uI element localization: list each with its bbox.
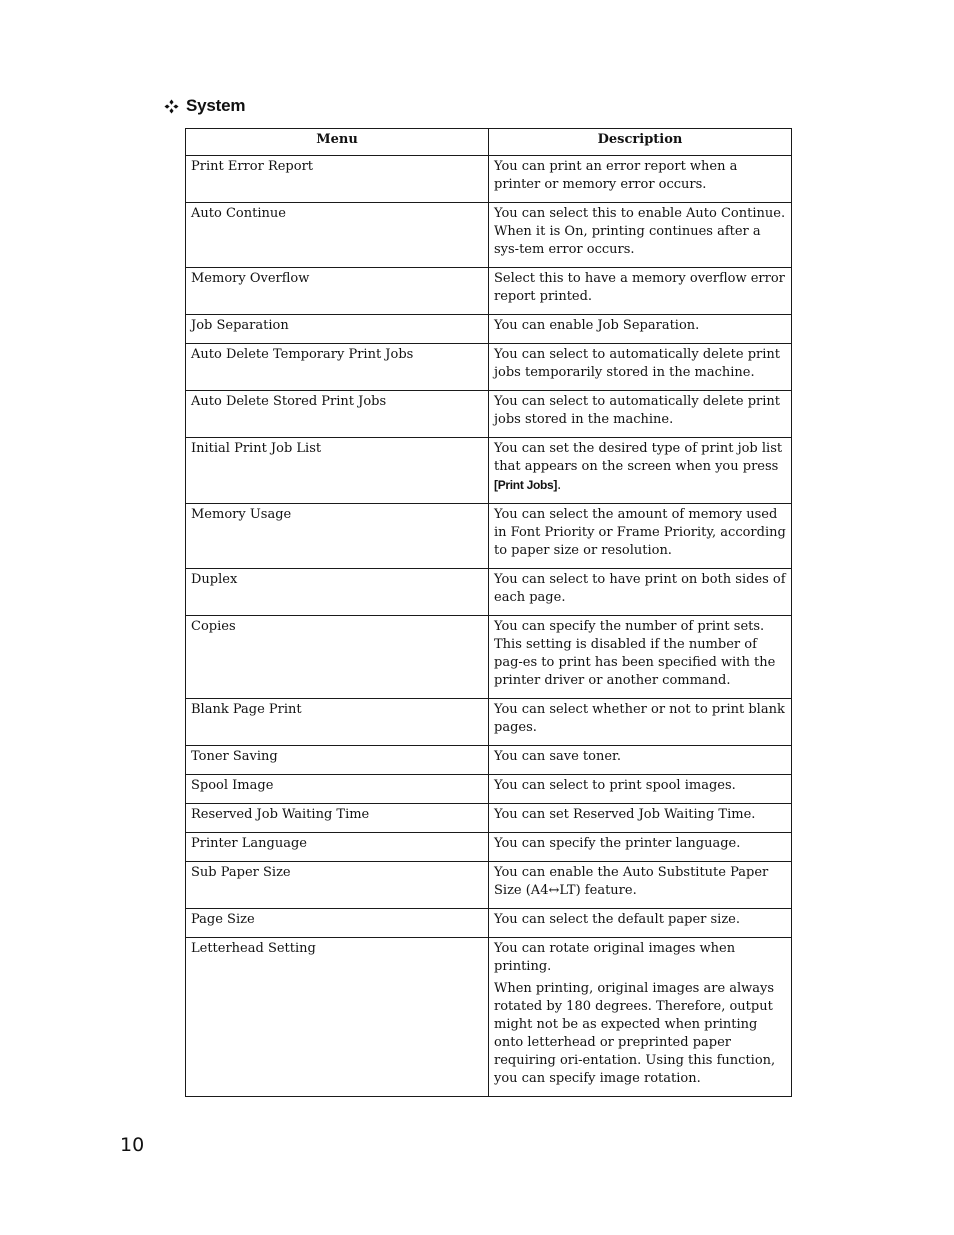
menu-cell: Blank Page Print (186, 699, 489, 746)
description-paragraph (494, 618, 786, 690)
table-row (186, 746, 792, 775)
description-cell (489, 391, 792, 438)
description-text: You can select to print spool images. (494, 778, 736, 793)
description-paragraph (494, 835, 786, 853)
system-menu-table (185, 128, 792, 1097)
table-row (186, 315, 792, 344)
description-cell (489, 438, 792, 504)
table-row (186, 938, 792, 1097)
description-cell (489, 504, 792, 569)
description-cell (489, 746, 792, 775)
menu-column-header: Menu (186, 129, 489, 156)
description-text: You can save toner. (494, 749, 621, 764)
menu-cell: Memory Usage (186, 504, 489, 569)
description-cell (489, 804, 792, 833)
menu-cell: Auto Continue (186, 203, 489, 268)
description-text: You can set the desired type of print job list that appears on the screen when you press (494, 441, 783, 474)
description-cell (489, 616, 792, 699)
description-text: You can select to automatically delete print jobs stored in the machine. (494, 394, 781, 427)
table-row (186, 909, 792, 938)
description-text: You can set Reserved Job Waiting Time. (494, 807, 756, 822)
menu-cell: Memory Overflow (186, 268, 489, 315)
description-cell (489, 315, 792, 344)
page-number: 10 (120, 1134, 145, 1156)
table-row (186, 616, 792, 699)
description-cell (489, 699, 792, 746)
table-row (186, 804, 792, 833)
print-jobs-key-label: [Print Jobs] (494, 478, 558, 492)
description-text: You can select the amount of memory used in Font Priority or Frame Priority, according to paper size or resolution. (494, 507, 786, 558)
description-paragraph (494, 571, 786, 607)
table-header-row (186, 129, 792, 156)
description-paragraph (494, 440, 786, 495)
section-title: System (186, 96, 246, 115)
description-text: You can specify the printer language. (494, 836, 741, 851)
table-body (186, 156, 792, 1097)
menu-cell: Page Size (186, 909, 489, 938)
four-diamond-bullet-icon (164, 99, 179, 114)
table-row (186, 156, 792, 203)
table-row (186, 203, 792, 268)
table-row (186, 862, 792, 909)
menu-cell: Duplex (186, 569, 489, 616)
menu-cell: Copies (186, 616, 489, 699)
description-text: You can select this to enable Auto Continue. When it is On, printing continues after a sys-tem error occurs. (494, 206, 786, 257)
menu-cell: Auto Delete Stored Print Jobs (186, 391, 489, 438)
table-row (186, 268, 792, 315)
menu-cell: Letterhead Setting (186, 938, 489, 1097)
description-cell (489, 569, 792, 616)
description-cell (489, 938, 792, 1097)
description-paragraph (494, 205, 786, 259)
description-cell (489, 833, 792, 862)
table-row (186, 569, 792, 616)
description-paragraph (494, 393, 786, 429)
description-paragraph (494, 911, 786, 929)
description-cell (489, 775, 792, 804)
description-text: When printing, original images are always rotated by 180 degrees. Therefore, output might not be as expected when printing onto letterhead or preprinted paper requiring ori-entation. Using this function, you can specify image rotation. (494, 981, 776, 1086)
table-row (186, 344, 792, 391)
description-paragraph (494, 980, 786, 1088)
description-text: Select this to have a memory overflow error report printed. (494, 271, 785, 304)
description-paragraph (494, 701, 786, 737)
description-cell (489, 344, 792, 391)
menu-cell: Print Error Report (186, 156, 489, 203)
table-row (186, 504, 792, 569)
description-text: You can enable Job Separation. (494, 318, 700, 333)
description-paragraph (494, 270, 786, 306)
description-paragraph (494, 158, 786, 194)
description-text: You can rotate original images when printing. (494, 941, 736, 974)
menu-cell: Auto Delete Temporary Print Jobs (186, 344, 489, 391)
menu-cell: Spool Image (186, 775, 489, 804)
description-cell (489, 862, 792, 909)
menu-cell: Sub Paper Size (186, 862, 489, 909)
description-cell (489, 203, 792, 268)
description-text: You can specify the number of print sets. This setting is disabled if the number of pag-es to print has been specified with the printer driver or another command. (494, 619, 776, 688)
description-text: You can select to automatically delete print jobs temporarily stored in the machine. (494, 347, 781, 380)
menu-cell: Reserved Job Waiting Time (186, 804, 489, 833)
table-row (186, 391, 792, 438)
description-paragraph (494, 864, 786, 900)
description-paragraph (494, 777, 786, 795)
description-paragraph (494, 506, 786, 560)
description-cell (489, 909, 792, 938)
table-row (186, 699, 792, 746)
table-row (186, 775, 792, 804)
table-row (186, 833, 792, 862)
description-text: You can print an error report when a printer or memory error occurs. (494, 159, 738, 192)
description-text: You can select the default paper size. (494, 912, 740, 927)
description-paragraph (494, 317, 786, 335)
key-suffix: . (557, 478, 562, 493)
description-paragraph (494, 940, 786, 976)
menu-cell: Printer Language (186, 833, 489, 862)
description-column-header: Description (489, 129, 792, 156)
description-cell (489, 268, 792, 315)
description-paragraph (494, 748, 786, 766)
description-cell (489, 156, 792, 203)
description-paragraph (494, 806, 786, 824)
description-text: You can select whether or not to print blank pages. (494, 702, 785, 735)
section-heading (164, 94, 245, 118)
menu-cell: Toner Saving (186, 746, 489, 775)
description-text: You can enable the Auto Substitute Paper Size (A4↔LT) feature. (494, 865, 769, 898)
description-paragraph (494, 346, 786, 382)
description-text: You can select to have print on both sides of each page. (494, 572, 786, 605)
menu-cell: Job Separation (186, 315, 489, 344)
menu-cell: Initial Print Job List (186, 438, 489, 504)
table-row (186, 438, 792, 504)
